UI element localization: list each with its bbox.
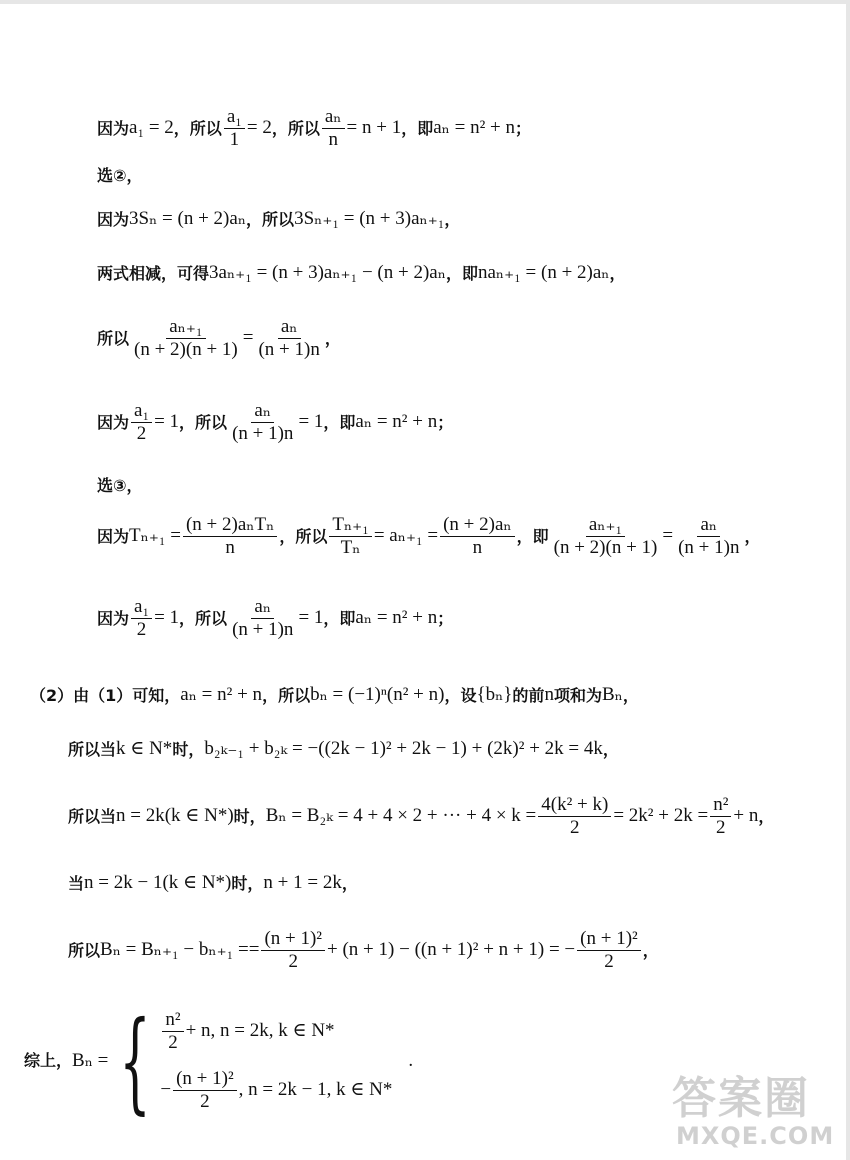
text: ； — [437, 608, 454, 628]
text: 时， — [233, 806, 266, 826]
formula: . — [408, 1049, 414, 1071]
formula: = 2 — [246, 116, 272, 138]
line-7 — [97, 476, 143, 495]
text: ， — [609, 263, 626, 283]
text: （2）由（1）可知， — [30, 685, 181, 705]
formula: n + 1 = 2k — [263, 872, 342, 893]
formula: naₙ₊₁ = (n + 2)aₙ — [477, 262, 610, 283]
formula: aₙ = n² + n — [355, 606, 438, 628]
formula: bₙ = (−1)ⁿ(n² + n) — [310, 684, 445, 705]
text: ， — [758, 806, 775, 826]
text: ，即 — [323, 608, 356, 628]
line-6 — [97, 400, 453, 445]
text: 时， — [172, 739, 205, 759]
fraction: $\frac{\text{n²}}{2}$ — [710, 794, 731, 839]
line-10 — [30, 684, 639, 707]
text: 因为 — [97, 526, 130, 546]
text: 综上， — [24, 1051, 73, 1071]
text: 当 — [68, 873, 85, 893]
fraction: $\frac{\text{aₙ}}{(n + 1)n}$ — [232, 400, 294, 444]
page-frame-top — [0, 0, 850, 4]
formula: − — [160, 1078, 172, 1100]
formula: + n, n = 2k, k ∈ N* — [185, 1020, 335, 1042]
left-brace: { — [119, 997, 152, 1125]
formula: = 1 — [154, 410, 180, 432]
formula: + n — [733, 804, 759, 826]
formula: , n = 2k − 1, k ∈ N* — [238, 1078, 393, 1100]
formula: aₙ = n² + n — [355, 410, 438, 432]
formula: 3Sₙ = (n + 2)aₙ — [129, 208, 247, 229]
text: ， — [341, 873, 358, 893]
text: 因为 — [97, 118, 130, 138]
text: ； — [515, 118, 532, 138]
text: 因为 — [97, 608, 130, 628]
page-frame-right — [846, 0, 850, 1160]
piecewise — [108, 997, 393, 1125]
formula: = aₙ₊₁ = — [373, 524, 439, 546]
formula: n = 2k(k ∈ N*) — [116, 804, 234, 826]
text: ，所以 — [262, 685, 311, 705]
line-3 — [97, 208, 460, 231]
formula: n — [544, 684, 554, 705]
text: 所以当 — [68, 806, 117, 826]
text: 选②， — [97, 166, 143, 185]
text: ， — [324, 328, 341, 348]
fraction: $\frac{\text{a₁}}{1}$ — [224, 106, 245, 151]
line-2 — [97, 166, 143, 185]
line-15 — [24, 997, 414, 1125]
fraction: $\frac{\text{(n + 2)aₙTₙ}}{n}$ — [183, 514, 277, 559]
fraction: $\frac{\text{aₙ}}{(n + 1)n}$ — [678, 514, 740, 558]
text: 所以当 — [68, 739, 117, 759]
formula: Bₙ = — [72, 1049, 109, 1071]
line-8 — [97, 514, 760, 559]
formula: = 2k² + 2k = — [613, 804, 709, 826]
formula: a₁ = 2 — [129, 116, 174, 138]
case-even — [160, 1009, 392, 1054]
text: ， — [642, 940, 659, 960]
case-odd — [160, 1068, 392, 1113]
text: 所以 — [68, 940, 101, 960]
formula: 3aₙ₊₁ = (n + 3)aₙ₊₁ − (n + 2)aₙ — [209, 262, 446, 283]
text: ，所以 — [279, 526, 328, 546]
text: ， — [622, 685, 639, 705]
formula: = 1 — [298, 410, 324, 432]
formula: {bₙ} — [476, 684, 513, 705]
formula: 3Sₙ₊₁ = (n + 3)aₙ₊₁ — [294, 208, 445, 229]
line-13 — [68, 872, 358, 895]
text: ， — [602, 739, 619, 759]
text: 时， — [231, 873, 264, 893]
fraction: $\frac{\text{aₙ}}{(n + 1)n}$ — [258, 316, 320, 360]
fraction: $\frac{\text{Tₙ₊₁}}{\text{Tₙ}}$ — [329, 514, 371, 559]
line-1 — [97, 106, 531, 151]
formula: + (n + 1) − ((n + 1)² + n + 1) = − — [327, 938, 576, 960]
line-9 — [97, 596, 453, 641]
text: 所以 — [97, 328, 130, 348]
fraction: $\frac{\text{(n + 1)²}}{2}$ — [173, 1068, 237, 1113]
text: ，即 — [516, 526, 549, 546]
text: 因为 — [97, 412, 130, 432]
text: ，即 — [445, 263, 478, 283]
formula: n = 2k − 1(k ∈ N*) — [84, 872, 232, 893]
text: ，所以 — [271, 118, 320, 138]
fraction: $\frac{\text{aₙ₊₁}}{(n + 2)(n + 1)}$ — [553, 514, 658, 558]
formula: Bₙ — [601, 684, 623, 705]
formula: = — [242, 326, 254, 348]
fraction: $\frac{\text{aₙ}}{n}$ — [322, 106, 345, 151]
fraction: $\frac{\text{(n + 1)²}}{2}$ — [261, 928, 325, 973]
text: ， — [444, 209, 461, 229]
fraction: $\frac{\text{a₁}}{2}$ — [131, 596, 152, 641]
formula: aₙ = n² + n — [180, 684, 263, 705]
text: ，设 — [444, 685, 477, 705]
line-11 — [68, 738, 619, 761]
formula: Tₙ₊₁ = — [129, 524, 181, 546]
formula: b₂ₖ₋₁ + b₂ₖ = −((2k − 1)² + 2k − 1) + (2k)² + 2k = 4k — [204, 738, 603, 759]
text: ，所以 — [179, 412, 228, 432]
formula: = n + 1 — [346, 116, 402, 138]
text: ，所以 — [173, 118, 222, 138]
watermark-url: MXQE.COM — [676, 1122, 835, 1150]
text: ， — [744, 526, 761, 546]
formula: = 1 — [154, 606, 180, 628]
text: ，即 — [323, 412, 356, 432]
text: 因为 — [97, 209, 130, 229]
cases — [160, 1009, 392, 1112]
fraction: $\frac{\text{n²}}{2}$ — [162, 1009, 183, 1054]
formula: aₙ = n² + n — [433, 116, 515, 138]
watermark-logo: 答案圈 — [672, 1073, 810, 1124]
text: 两式相减，可得 — [97, 263, 210, 283]
line-14 — [68, 928, 659, 973]
fraction: $\frac{\text{(n + 2)aₙ}}{n}$ — [440, 514, 515, 559]
fraction: $\frac{\text{a₁}}{2}$ — [131, 400, 152, 445]
formula: Bₙ = B₂ₖ = 4 + 4 × 2 + ··· + 4 × k = — [265, 804, 537, 826]
formula: Bₙ = Bₙ₊₁ − bₙ₊₁ == — [100, 938, 260, 960]
formula: = 1 — [298, 606, 324, 628]
line-5 — [97, 316, 341, 361]
text: 项和为 — [553, 685, 602, 705]
formula: = — [662, 524, 674, 546]
text: ，即 — [401, 118, 434, 138]
fraction: $\frac{\text{aₙ}}{(n + 1)n}$ — [232, 596, 294, 640]
text: 的前 — [512, 685, 545, 705]
fraction: $\frac{\text{(n + 1)²}}{2}$ — [577, 928, 641, 973]
fraction: $\frac{\text{4(k² + k)}}{2}$ — [538, 794, 611, 839]
line-4 — [97, 262, 626, 285]
text: ，所以 — [179, 608, 228, 628]
formula: k ∈ N* — [116, 738, 173, 759]
text: ； — [437, 412, 454, 432]
text: ，所以 — [246, 209, 295, 229]
text: 选③， — [97, 476, 143, 495]
line-12 — [68, 794, 774, 839]
fraction: $\frac{\text{aₙ₊₁}}{(n + 2)(n + 1)}$ — [134, 316, 238, 360]
